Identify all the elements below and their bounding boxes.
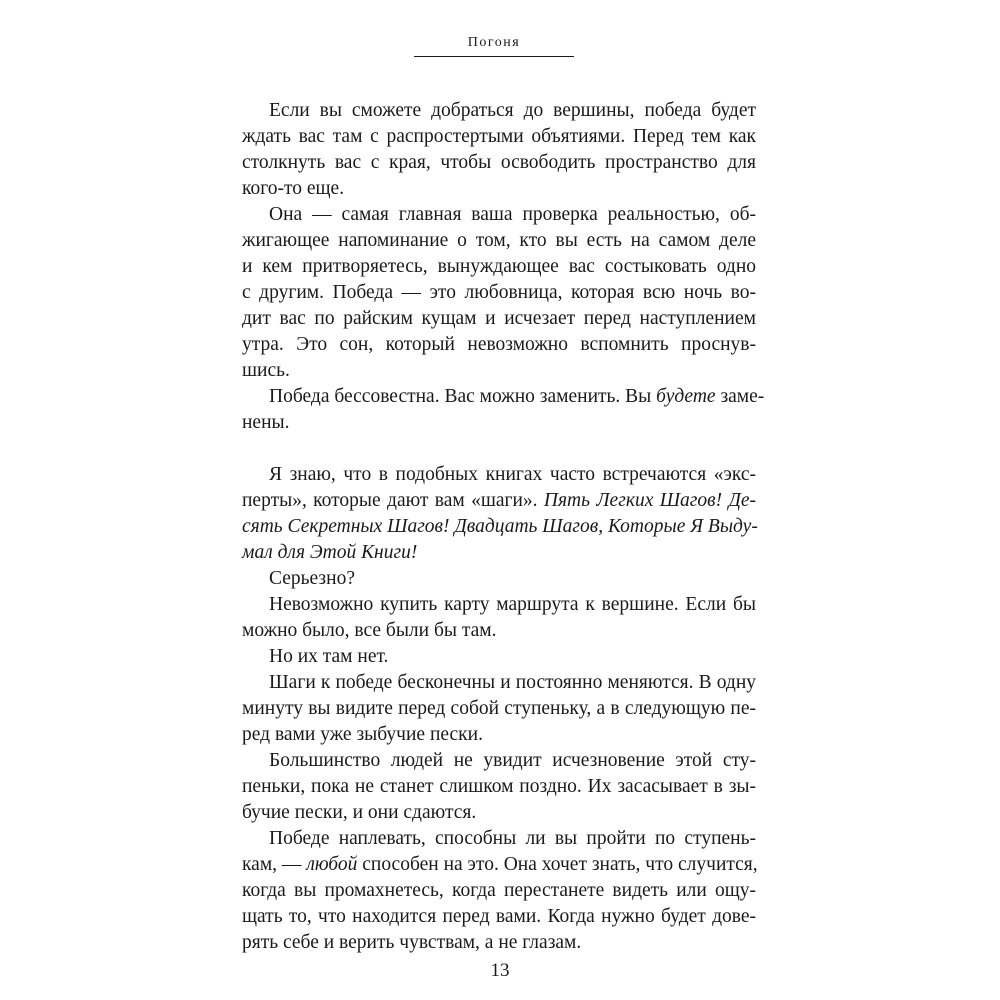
emphasis-line: мал для Этой Книги! [242, 542, 418, 563]
text-line [242, 852, 756, 878]
text-line: ждать вас там с распростертыми объятиями. Перед тем как [242, 126, 756, 147]
text-line: и кем притворяетесь, вынуждающее вас состыковать одно [242, 256, 756, 277]
text-line: щать то, что находится перед вами. Когда нужно будет дове- [242, 906, 756, 927]
header-rule [414, 56, 574, 57]
text-line: нены. [242, 412, 290, 433]
text-line: столкнуть вас с края, чтобы освободить пространство для [242, 152, 756, 173]
emphasis-text: будете [656, 386, 716, 407]
text-line: Серьезно? [269, 568, 355, 589]
text-line: Большинство людей не увидит исчезновение этой сту- [269, 750, 756, 771]
text-line: Она — самая главная ваша проверка реальностью, об- [269, 204, 756, 225]
paragraph-5 [242, 566, 756, 592]
paragraph-9 [242, 748, 756, 826]
paragraph-10 [242, 826, 756, 956]
text-line: Победе наплевать, способны ли вы пройти по ступень- [269, 828, 756, 849]
text-line: Если вы сможете добраться до вершины, победа будет [269, 100, 756, 121]
text-line: жигающее напоминание о том, кто вы есть на самом деле [242, 230, 756, 251]
text-line [242, 488, 756, 514]
text-line: когда вы промахнетесь, когда перестанете видеть или ощу- [242, 880, 756, 901]
text-line: Я знаю, что в подобных книгах часто встречаются «экс- [269, 464, 756, 485]
paragraph-7 [242, 644, 756, 670]
text-line: с другим. Победа — это любовница, которая всю ночь во- [242, 282, 756, 303]
text-run: способен на это. Она хочет знать, что случится, [357, 854, 758, 875]
emphasis-line: сять Секретных Шагов! Двадцать Шагов, Которые Я Выду- [242, 516, 758, 537]
text-line: рять себе и верить чувствам, а не глазам. [242, 932, 582, 953]
text-line: ред вами уже зыбучие пески. [242, 724, 483, 745]
text-line: утра. Это сон, который невозможно вспомнить проснув- [242, 334, 756, 355]
text-line: бучие пески, и они сдаются. [242, 802, 477, 823]
body-text [242, 98, 765, 956]
emphasis-text: любой [306, 854, 358, 875]
paragraph-2 [242, 202, 756, 384]
page-number: 13 [490, 960, 510, 981]
text-run: заме- [715, 386, 765, 407]
paragraph-8 [242, 670, 756, 748]
paragraph-1 [242, 98, 756, 202]
text-line: дит вас по райским кущам и исчезает перед наступлением [242, 308, 756, 329]
text-line: Шаги к победе бесконечны и постоянно меняются. В одну [269, 672, 756, 693]
text-line: можно было, все были бы там. [242, 620, 497, 641]
text-line: шись. [242, 360, 290, 381]
text-line: кого-то еще. [242, 178, 345, 199]
section-break [242, 436, 756, 462]
paragraph-4 [242, 462, 756, 566]
text-run: Победа бессовестна. Вас можно заменить. Вы [269, 386, 657, 407]
text-run: кам, — [242, 854, 307, 875]
text-line: пеньки, пока не станет слишком поздно. Их засасывает в зы- [242, 776, 756, 797]
text-line [242, 384, 765, 410]
paragraph-6 [242, 592, 756, 644]
text-line: Но их там нет. [269, 646, 389, 667]
running-title: Погоня [467, 35, 521, 50]
text-line: минуту вы видите перед собой ступеньку, а в следующую пе- [242, 698, 756, 719]
paragraph-3 [242, 384, 765, 436]
emphasis-text: Пять Легких Шагов! Де- [543, 490, 757, 511]
text-run: перты», которые дают вам «шаги». [242, 490, 544, 511]
text-line: Невозможно купить карту маршрута к вершине. Если бы [269, 594, 756, 615]
